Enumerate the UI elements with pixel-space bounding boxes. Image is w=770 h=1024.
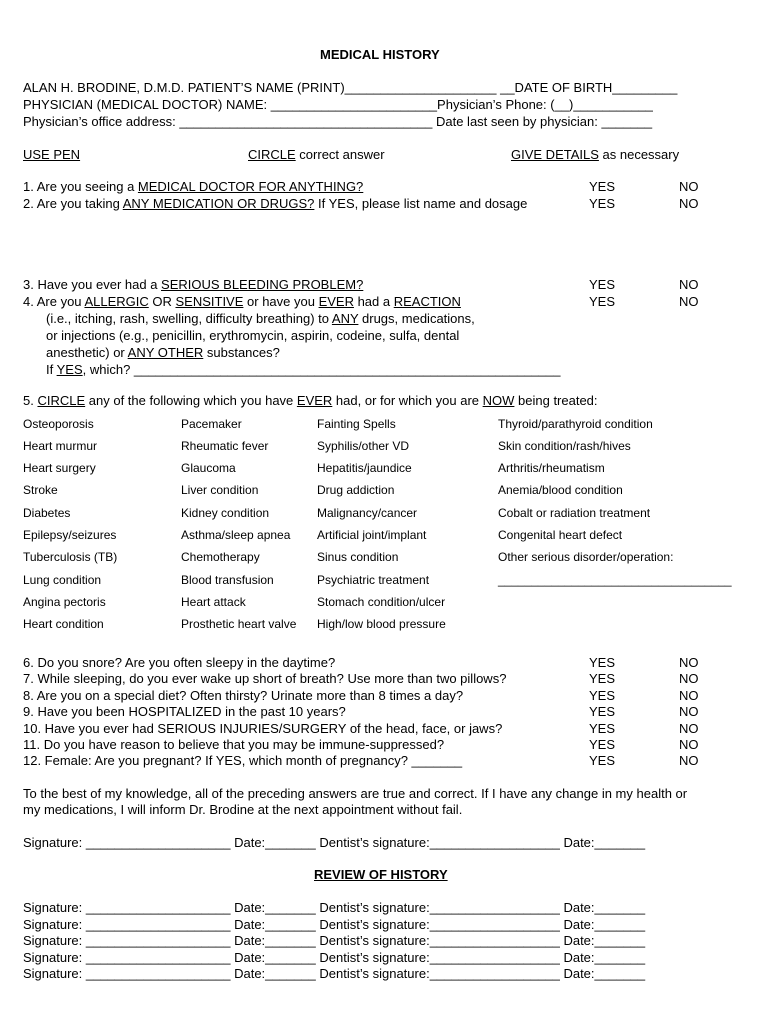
q12-yes[interactable]: YES [589,753,616,768]
q5-text: being treated: [514,393,598,408]
q4-line-4 [46,345,280,361]
q4-yes-word: YES [56,362,83,377]
q4-l2-text: drugs, medications, [358,311,475,326]
q5-text: 5. [23,393,38,408]
q4-no[interactable]: NO [679,294,699,309]
q4-allergic: ALLERGIC [84,294,149,309]
condition-option[interactable]: Congenital heart defect [498,528,623,542]
q7-yes[interactable]: YES [589,671,616,686]
q11-yes[interactable]: YES [589,737,616,752]
condition-option[interactable]: Prosthetic heart valve [181,617,297,631]
condition-option[interactable]: Psychiatric treatment [317,573,430,587]
review-signature-line[interactable]: Signature: ____________________ Date:_______ Dentist’s signature:__________________ Date:_______ [23,900,646,915]
question-1 [23,179,363,195]
review-signature-line[interactable]: Signature: ____________________ Date:_______ Dentist’s signature:__________________ Date:_______ [23,950,646,965]
q4-l2-text: (i.e., itching, rash, swelling, difficulty breathing) to [46,311,332,326]
condition-option[interactable]: Fainting Spells [317,417,396,431]
condition-option[interactable]: Sinus condition [317,550,399,564]
condition-option[interactable]: Chemotherapy [181,550,260,564]
give-details-rest: as necessary [598,147,680,162]
q8-no[interactable]: NO [679,688,699,703]
condition-option[interactable]: Angina pectoris [23,595,106,609]
condition-option[interactable]: Cobalt or radiation treatment [498,506,651,520]
review-signature-line[interactable]: Signature: ____________________ Date:_______ Dentist’s signature:__________________ Date:_______ [23,917,646,932]
q4-l4-text: substances? [203,345,280,360]
condition-option[interactable]: Pacemaker [181,417,242,431]
q5-text: had, or for which you are [332,393,483,408]
q9-yes[interactable]: YES [589,704,616,719]
circle-word: CIRCLE [248,147,296,162]
q2-yes[interactable]: YES [589,196,616,211]
condition-option[interactable]: Other serious disorder/operation: [498,550,674,564]
attestation-line-1: To the best of my knowledge, all of the preceding answers are true and correct. If I have any change in my health or [23,786,688,801]
review-signature-line[interactable]: Signature: ____________________ Date:_______ Dentist’s signature:__________________ Date:_______ [23,966,646,981]
signature-line[interactable]: Signature: ____________________ Date:_______ Dentist’s signature:__________________ Date:_______ [23,835,646,850]
condition-option[interactable]: Blood transfusion [181,573,274,587]
condition-option[interactable]: Osteoporosis [23,417,94,431]
question-9: 9. Have you been HOSPITALIZED in the past 10 years? [23,704,346,719]
review-signature-line[interactable]: Signature: ____________________ Date:_______ Dentist’s signature:__________________ Date:_______ [23,933,646,948]
q2-underlined: ANY MEDICATION OR DRUGS? [122,196,315,211]
q7-no[interactable]: NO [679,671,699,686]
condition-option[interactable]: Anemia/blood condition [498,483,623,497]
question-2 [23,196,527,212]
q6-yes[interactable]: YES [589,655,616,670]
condition-option[interactable]: Rheumatic fever [181,439,269,453]
question-6: 6. Do you snore? Are you often sleepy in the daytime? [23,655,336,670]
q4-text: 4. Are you [23,294,85,309]
q3-no[interactable]: NO [679,277,699,292]
condition-option[interactable]: Artificial joint/implant [317,528,427,542]
q4-text: OR [148,294,176,309]
condition-option[interactable]: Drug addiction [317,483,395,497]
condition-option[interactable]: High/low blood pressure [317,617,446,631]
q4-any: ANY [331,311,359,326]
condition-option[interactable]: Liver condition [181,483,259,497]
q5-circle: CIRCLE [37,393,86,408]
q4-l5-text: If [46,362,57,377]
condition-option[interactable]: Heart condition [23,617,104,631]
condition-option[interactable]: Arthritis/rheumatism [498,461,605,475]
condition-option[interactable]: Malignancy/cancer [317,506,418,520]
q10-no[interactable]: NO [679,721,699,736]
page-title: MEDICAL HISTORY [320,47,440,62]
condition-option[interactable]: Stomach condition/ulcer [317,595,446,609]
q4-reaction: REACTION [393,294,461,309]
q4-any-other: ANY OTHER [127,345,204,360]
circle-instruction [248,147,385,163]
q4-l4-text: anesthetic) or [46,345,128,360]
condition-option[interactable]: Syphilis/other VD [317,439,410,453]
q4-which-field[interactable] [46,362,561,378]
q2-suffix: If YES, please list name and dosage [314,196,528,211]
condition-option[interactable]: Epilepsy/seizures [23,528,117,542]
condition-option[interactable]: Thyroid/parathyroid condition [498,417,653,431]
condition-option[interactable]: Kidney condition [181,506,270,520]
other-disorder-field[interactable]: ___________________________________ [498,573,732,587]
q10-yes[interactable]: YES [589,721,616,736]
q4-line-2 [46,311,475,327]
condition-option[interactable]: Heart surgery [23,461,96,475]
question-10: 10. Have you ever had SERIOUS INJURIES/SURGERY of the head, face, or jaws? [23,721,503,736]
give-details-instruction [511,147,679,163]
q1-underlined: MEDICAL DOCTOR FOR ANYTHING? [137,179,364,194]
condition-option[interactable]: Skin condition/rash/hives [498,439,631,453]
q1-text: 1. Are you seeing a [23,179,138,194]
q4-l5-text: , which? ___________________________________________________________ [82,362,561,377]
question-11: 11. Do you have reason to believe that you may be immune-suppressed? [23,737,445,752]
question-4 [23,294,461,310]
question-3 [23,277,363,293]
question-8: 8. Are you on a special diet? Often thirsty? Urinate more than 8 times a day? [23,688,464,703]
condition-option[interactable]: Stroke [23,483,58,497]
attestation-line-2: my medications, I will inform Dr. Brodine at the next appointment without fail. [23,802,463,817]
question-5 [23,393,598,409]
q12-no[interactable]: NO [679,753,699,768]
physician-address-line[interactable]: Physician’s office address: ___________________________________ Date last seen by physician: _______ [23,114,653,129]
physician-name-phone-line[interactable]: PHYSICIAN (MEDICAL DOCTOR) NAME: _______________________Physician’s Phone: (__)___________ [23,97,653,112]
q2-no[interactable]: NO [679,196,699,211]
q3-underlined: SERIOUS BLEEDING PROBLEM? [161,277,364,292]
q5-now: NOW [482,393,515,408]
condition-option[interactable]: Tuberculosis (TB) [23,550,118,564]
q4-text: had a [353,294,394,309]
q5-ever: EVER [296,393,333,408]
condition-option[interactable]: Asthma/sleep apnea [181,528,291,542]
q1-yes[interactable]: YES [589,179,616,194]
q2-text: 2. Are you taking [23,196,123,211]
q4-sensitive: SENSITIVE [175,294,244,309]
condition-option[interactable]: Diabetes [23,506,71,520]
give-details-word: GIVE DETAILS [511,147,599,162]
condition-option[interactable]: Heart attack [181,595,246,609]
patient-name-dob-line[interactable]: ALAN H. BRODINE, D.M.D. PATIENT’S NAME (PRINT)_____________________ __DATE OF BIRTH_________ [23,80,678,95]
q4-line-3: or injections (e.g., penicillin, erythromycin, aspirin, codeine, sulfa, dental [46,328,460,343]
condition-option[interactable]: Hepatitis/jaundice [317,461,412,475]
q9-no[interactable]: NO [679,704,699,719]
condition-option[interactable]: Glaucoma [181,461,236,475]
question-12[interactable]: 12. Female: Are you pregnant? If YES, which month of pregnancy? _______ [23,753,463,768]
use-pen-instruction: USE PEN [23,147,81,162]
q3-text: 3. Have you ever had a [23,277,162,292]
question-7: 7. While sleeping, do you ever wake up short of breath? Use more than two pillows? [23,671,507,686]
q4-ever: EVER [318,294,354,309]
q8-yes[interactable]: YES [589,688,616,703]
q3-yes[interactable]: YES [589,277,616,292]
q6-no[interactable]: NO [679,655,699,670]
q4-yes[interactable]: YES [589,294,616,309]
review-title: REVIEW OF HISTORY [314,867,448,882]
condition-option[interactable]: Heart murmur [23,439,98,453]
q5-text: any of the following which you have [85,393,297,408]
circle-rest: correct answer [295,147,385,162]
q1-no[interactable]: NO [679,179,699,194]
q4-text: or have you [243,294,319,309]
condition-option[interactable]: Lung condition [23,573,102,587]
q11-no[interactable]: NO [679,737,699,752]
